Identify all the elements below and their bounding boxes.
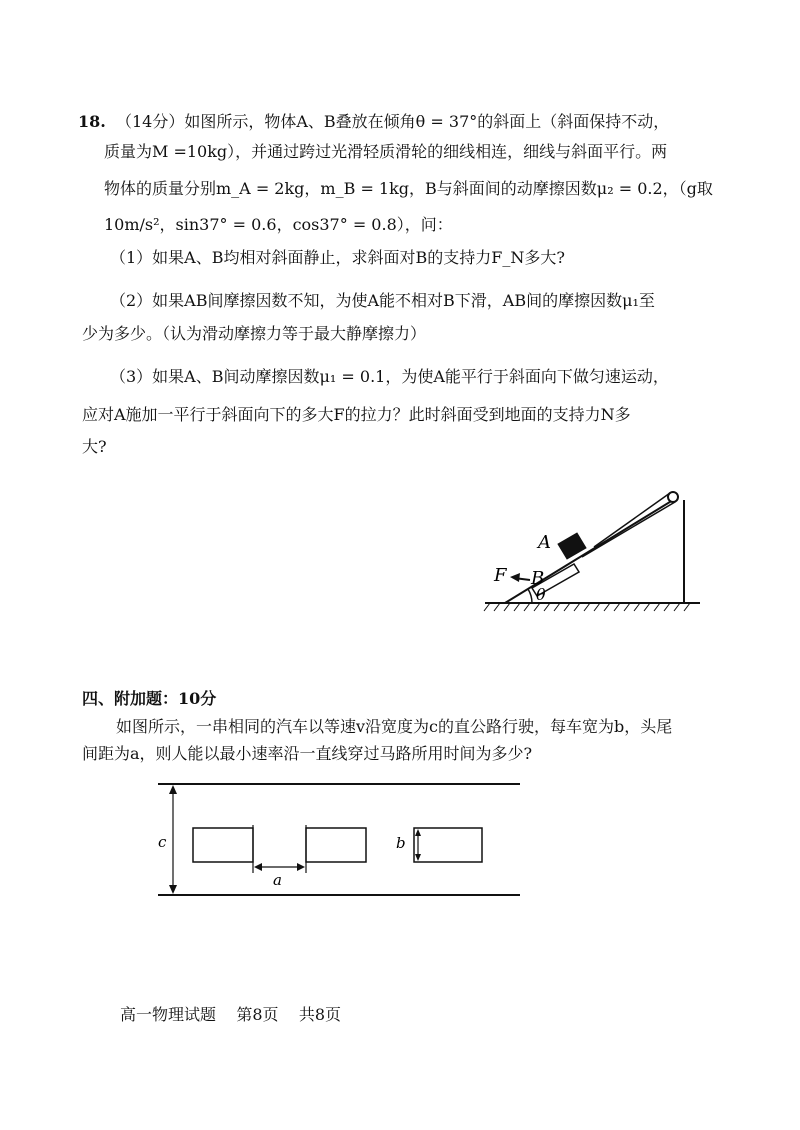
label-b: B bbox=[531, 568, 545, 589]
q18-subq-3-end: 大? bbox=[82, 437, 107, 456]
car-2 bbox=[306, 828, 366, 862]
q18-subq-1: （1）如果A、B均相对斜面静止，求斜面对B的支持力F_N多大? bbox=[110, 248, 565, 267]
label-c: c bbox=[158, 833, 167, 851]
force-arrow-head bbox=[510, 573, 520, 582]
label-b-width: b bbox=[396, 834, 406, 852]
car-3 bbox=[414, 828, 482, 862]
string-lower bbox=[582, 502, 675, 557]
page-footer: 高一物理试题 第8页 共8页 bbox=[120, 1005, 342, 1024]
road-figure bbox=[150, 775, 530, 905]
q18-subq-2-cont: 少为多少。（认为滑动摩擦力等于最大静摩擦力） bbox=[82, 324, 427, 343]
angle-arc bbox=[528, 589, 532, 603]
ground-hatching bbox=[484, 603, 690, 611]
question-number: 18. bbox=[78, 112, 106, 131]
q18-subq-3: （3）如果A、B间动摩擦因数μ₁ = 0.1，为使A能平行于斜面向下做匀速运动， bbox=[110, 367, 669, 386]
section4-line-1: 如图所示，一串相同的汽车以等速v沿宽度为c的直公路行驶，每车宽为b，头尾 bbox=[116, 717, 673, 736]
q18-line-3: 物体的质量分别m_A = 2kg，m_B = 1kg，B与斜面间的动摩擦因数μ₂ = 0.2，（g取 bbox=[104, 179, 713, 198]
q18-line-1: （14分）如图所示，物体A、B叠放在倾角θ = 37°的斜面上（斜面保持不动， bbox=[116, 112, 670, 131]
label-theta: θ bbox=[536, 585, 546, 604]
label-f: F bbox=[494, 565, 507, 586]
q18-subq-3-cont: 应对A施加一平行于斜面向下的多大F的拉力？此时斜面受到地面的支持力N多 bbox=[82, 405, 631, 424]
incline-figure bbox=[470, 480, 710, 620]
section-heading: 四、附加题：10分 bbox=[82, 689, 217, 708]
label-a: A bbox=[538, 532, 551, 553]
q18-line-2: 质量为M =10kg），并通过跨过光滑轻质滑轮的细线相连，细线与斜面平行。两 bbox=[104, 142, 668, 161]
q18-line-4: 10m/s²，sin37° = 0.6，cos37° = 0.8），问： bbox=[104, 215, 453, 234]
label-a-gap: a bbox=[273, 871, 282, 889]
q18-subq-2: （2）如果AB间摩擦因数不知，为使A能不相对B下滑，AB间的摩擦因数μ₁至 bbox=[110, 291, 655, 310]
section4-line-2: 间距为a，则人能以最小速率沿一直线穿过马路所用时间为多少? bbox=[82, 744, 533, 763]
string-upper bbox=[594, 493, 670, 547]
car-1 bbox=[193, 828, 253, 862]
